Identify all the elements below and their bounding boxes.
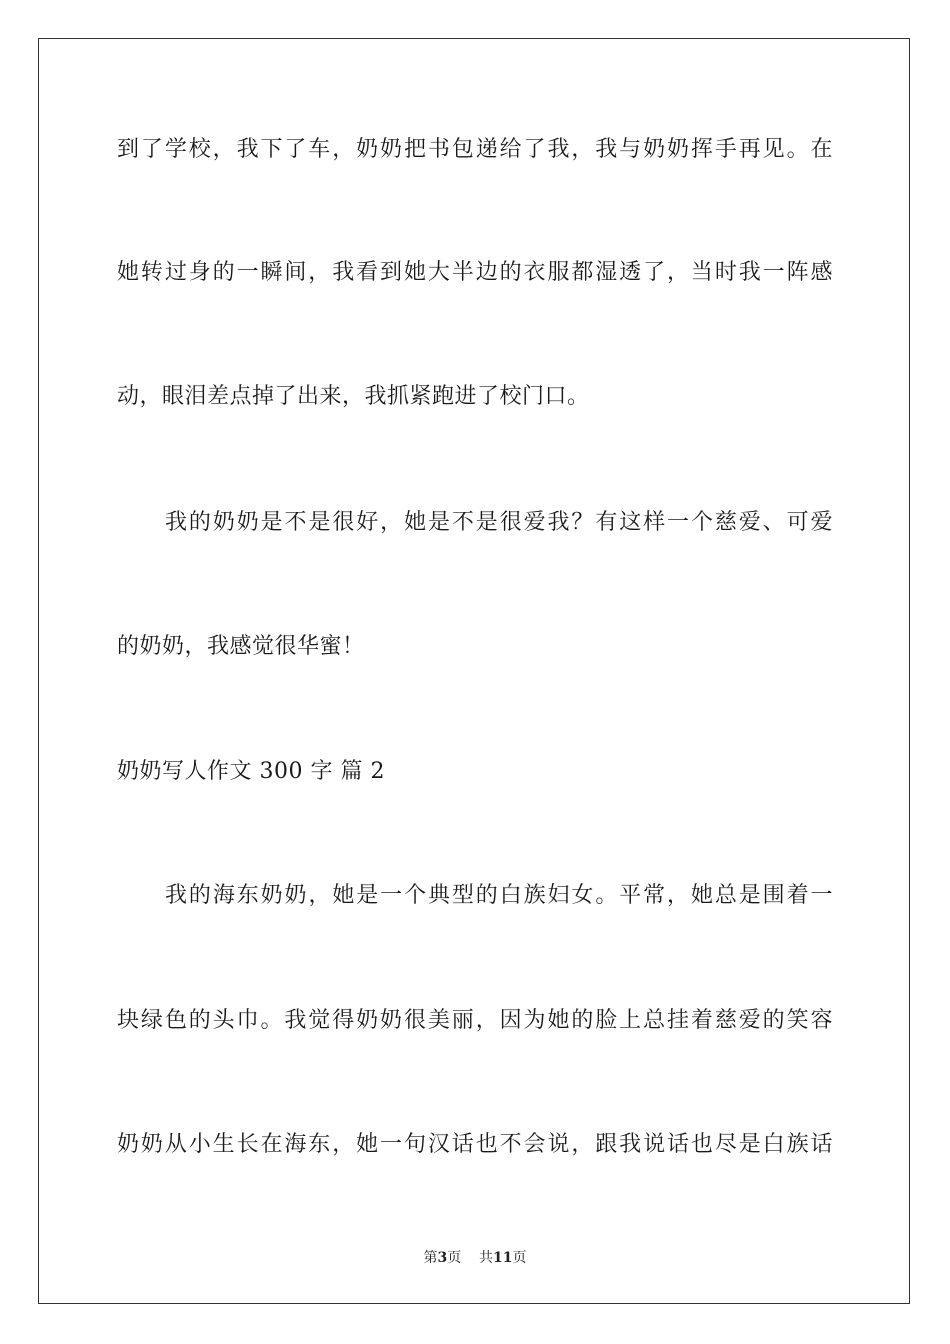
paragraph-start-line-2: 我的海东奶奶，她是一个典型的白族妇女。平常，她总是围着一 bbox=[165, 883, 833, 908]
text-line-3: 动，眼泪差点掉了出来，我抓紧跑进了校门口。 bbox=[117, 384, 590, 409]
footer-page-number: 3 bbox=[437, 1250, 448, 1266]
text-line-1: 到了学校，我下了车，奶奶把书包递给了我，我与奶奶挥手再见。在 bbox=[117, 137, 833, 162]
page-footer bbox=[0, 1248, 950, 1268]
footer-prefix: 第 bbox=[423, 1250, 438, 1266]
text-line-5: 的奶奶，我感觉很华蜜！ bbox=[117, 634, 365, 659]
text-line-9: 奶奶从小生长在海东，她一句汉话也不会说，跟我说话也尽是白族话 bbox=[117, 1132, 833, 1157]
text-line-8: 块绿色的头巾。我觉得奶奶很美丽，因为她的脸上总挂着慈爱的笑容 bbox=[117, 1008, 833, 1033]
page-border bbox=[38, 38, 910, 1304]
footer-total-pages: 11 bbox=[493, 1250, 513, 1266]
footer-suffix: 页 bbox=[512, 1250, 527, 1266]
section-heading: 奶奶写人作文 300 字 篇 2 bbox=[117, 759, 385, 784]
text-line-2: 她转过身的一瞬间，我看到她大半边的衣服都湿透了，当时我一阵感 bbox=[117, 260, 833, 285]
footer-mid: 页 共 bbox=[447, 1250, 494, 1266]
paragraph-start-line: 我的奶奶是不是很好，她是不是很爱我？有这样一个慈爱、可爱 bbox=[165, 510, 833, 535]
